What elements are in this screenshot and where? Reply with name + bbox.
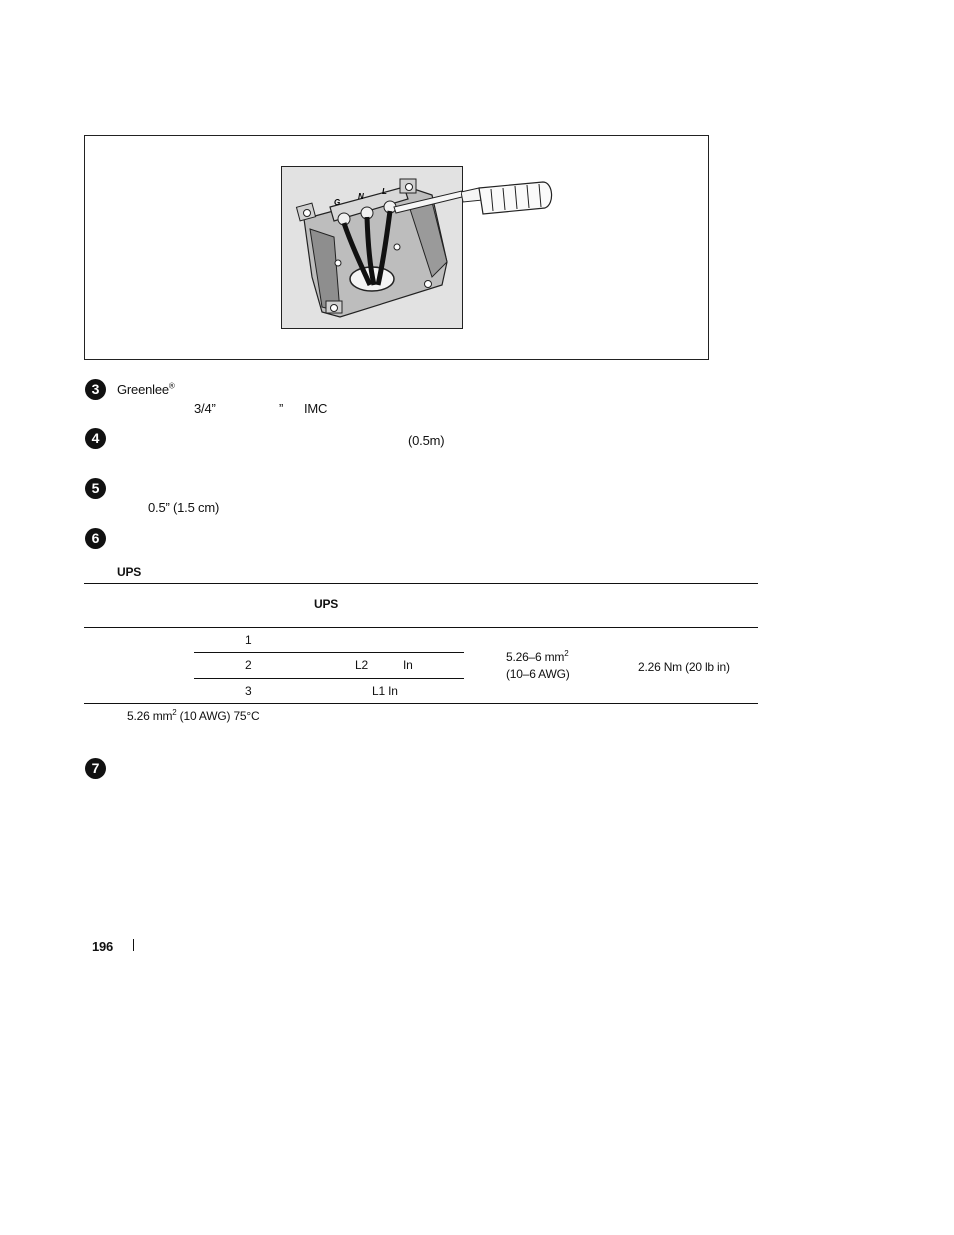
step-5-badge: 5: [85, 478, 106, 499]
footnote-rating: (10 AWG) 75°C: [176, 709, 260, 723]
footnote-sup: 2: [172, 708, 177, 717]
wire-size-metric-value: 5.26–6 mm: [506, 650, 565, 664]
table-top-rule: [84, 583, 758, 584]
terminal-torque: 2.26 Nm (20 lb in): [638, 660, 730, 674]
table-bottom-rule: [84, 703, 758, 704]
screwdriver-handle-drawing: [461, 180, 557, 220]
step-3-conduit-size: 3/4”: [194, 401, 216, 416]
wire-size-awg: (10–6 AWG): [506, 667, 570, 681]
table-header-rule: [84, 627, 758, 628]
table-row-2-l2: L2: [355, 658, 368, 672]
terminal-block-drawing: [282, 167, 462, 328]
table-row-1-rule: [194, 652, 464, 653]
terminal-block-illustration: [281, 166, 463, 329]
wire-size-metric: [506, 650, 568, 664]
registered-mark: ®: [168, 381, 175, 391]
step-6-badge: 6: [85, 528, 106, 549]
step-3-imc: IMC: [304, 401, 328, 416]
step-3-badge: 3: [85, 379, 106, 400]
page-number: 196: [92, 939, 114, 954]
table-row-3-function: L1 In: [372, 684, 398, 698]
step-3-quote-mark: ”: [279, 401, 284, 416]
step-4-length: (0.5m): [408, 433, 445, 448]
terminal-label-g: G: [334, 198, 341, 207]
step-3-line-1: [117, 382, 175, 397]
footnote-size: 5.26 mm: [127, 709, 173, 723]
footer-separator: [133, 939, 134, 951]
step-4-badge: 4: [85, 428, 106, 449]
terminal-label-l: L: [382, 187, 387, 196]
figure-frame: [84, 135, 709, 360]
step-7-badge: 7: [85, 758, 106, 779]
table-footnote: [127, 709, 259, 723]
table-caption: UPS: [117, 565, 142, 579]
terminal-label-n: N: [358, 192, 364, 201]
table-row-3-position: 3: [245, 684, 252, 698]
table-row-2-in: In: [403, 658, 413, 672]
wire-size-metric-sup: 2: [564, 649, 569, 658]
table-row-1-position: 1: [245, 633, 252, 647]
table-header-ups: UPS: [314, 597, 339, 611]
table-row-2-rule: [194, 678, 464, 679]
table-row-2-position: 2: [245, 658, 252, 672]
step-5-strip-length: 0.5” (1.5 cm): [148, 500, 220, 515]
step-3-brand: Greenlee: [117, 382, 169, 397]
